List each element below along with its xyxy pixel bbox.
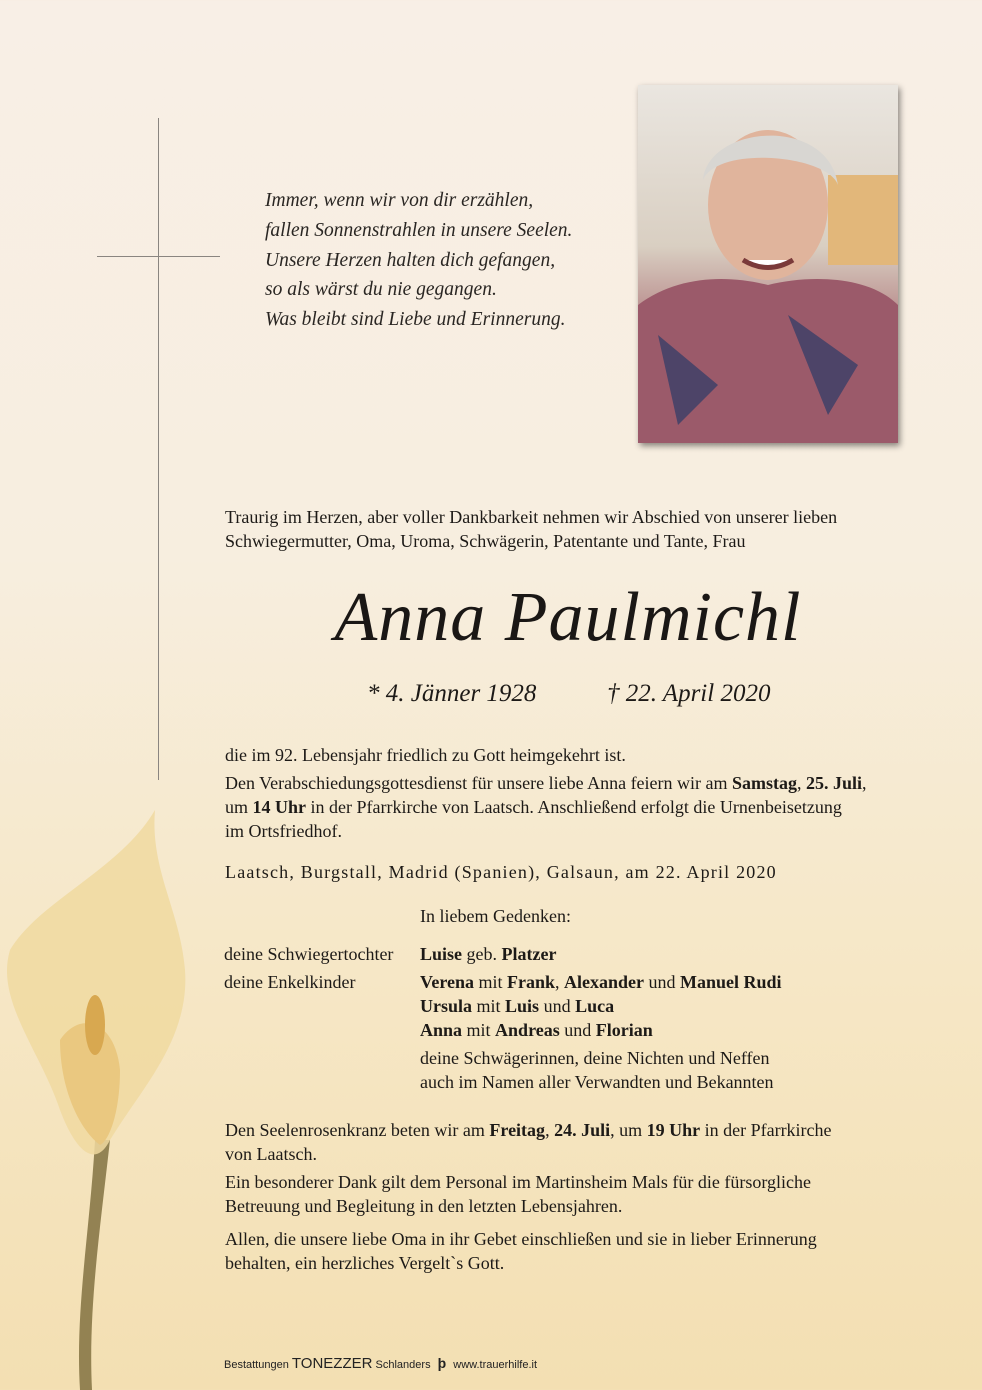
bold-text: Luca bbox=[575, 996, 615, 1016]
poem-line: Was bleibt sind Liebe und Erinnerung. bbox=[265, 309, 566, 331]
bold-text: Luise bbox=[420, 944, 463, 964]
mourner-names bbox=[420, 970, 782, 1042]
text: geb. bbox=[462, 944, 502, 964]
mourners-heading: In liebem Gedenken: bbox=[420, 906, 571, 926]
service-text bbox=[225, 771, 925, 843]
bold-text: Florian bbox=[595, 1020, 653, 1040]
bold-text: 19 Uhr bbox=[646, 1120, 701, 1140]
relatives-line: auch im Namen aller Verwandten und Bekannten bbox=[420, 1072, 774, 1092]
bold-text: Andreas bbox=[495, 1020, 560, 1040]
intro-line: Traurig im Herzen, aber voller Dankbarkeit nehmen wir Abschied von unserer lieben bbox=[225, 507, 838, 527]
relatives-line: deine Schwägerinnen, deine Nichten und Neffen bbox=[420, 1048, 770, 1068]
closing-line: behalten, ein herzliches Vergelt`s Gott. bbox=[225, 1253, 505, 1273]
mourner-names bbox=[420, 942, 556, 966]
relatives-text bbox=[420, 1046, 774, 1094]
bold-text: Freitag bbox=[489, 1120, 546, 1140]
text-line bbox=[225, 771, 925, 795]
footer bbox=[224, 1355, 537, 1372]
footer-url[interactable]: www.trauerhilfe.it bbox=[453, 1359, 538, 1371]
footer-brand: TONEZZER bbox=[291, 1355, 373, 1372]
text: Den Verabschiedungsgottesdienst für unsere liebe Anna feiern wir am bbox=[225, 773, 733, 793]
text: , bbox=[797, 773, 807, 793]
text: , bbox=[862, 773, 867, 793]
bold-text: 25. Juli bbox=[806, 773, 863, 793]
portrait-image bbox=[638, 85, 898, 443]
bold-text: Luis bbox=[505, 996, 540, 1016]
bold-text: Anna bbox=[420, 1020, 463, 1040]
text-line bbox=[225, 1118, 925, 1142]
age-line: die im 92. Lebensjahr friedlich zu Gott heimgekehrt ist. bbox=[225, 745, 626, 765]
mourner-label: deine Schwiegertochter bbox=[224, 944, 394, 964]
text-line bbox=[420, 970, 782, 994]
text-line bbox=[225, 795, 925, 819]
text: in der Pfarrkirche von Laatsch. Anschließend erfolgt die Urnenbeisetzung bbox=[306, 797, 842, 817]
bold-text: Frank bbox=[507, 972, 556, 992]
footer-prefix: Bestattungen bbox=[224, 1359, 289, 1371]
text: mit bbox=[474, 972, 508, 992]
poem-line: so als wärst du nie gegangen. bbox=[265, 279, 497, 301]
text: mit bbox=[472, 996, 506, 1016]
thanks-text bbox=[225, 1170, 925, 1218]
text: im Ortsfriedhof. bbox=[225, 821, 342, 841]
text: Den Seelenrosenkranz beten wir am bbox=[225, 1120, 490, 1140]
text-line bbox=[420, 942, 556, 966]
text: von Laatsch. bbox=[225, 1144, 317, 1164]
text-line bbox=[225, 819, 925, 843]
deceased-name: Anna Paulmichl bbox=[334, 579, 802, 656]
thanks-line: Ein besonderer Dank gilt dem Personal im Martinsheim Mals für die fürsorgliche bbox=[225, 1172, 812, 1192]
poem-line: fallen Sonnenstrahlen in unsere Seelen. bbox=[265, 219, 573, 241]
text: und bbox=[559, 1020, 596, 1040]
text: und bbox=[644, 972, 681, 992]
poem bbox=[265, 186, 572, 335]
text: um bbox=[225, 797, 253, 817]
place-date: Laatsch, Burgstall, Madrid (Spanien), Galsaun, am 22. April 2020 bbox=[225, 862, 777, 882]
cross-horizontal bbox=[97, 256, 220, 257]
trauerhilfe-logo-icon: ϸ bbox=[437, 1355, 447, 1371]
bold-text: 14 Uhr bbox=[252, 797, 307, 817]
text-line bbox=[420, 994, 782, 1018]
bold-text: 24. Juli bbox=[554, 1120, 611, 1140]
thanks-line: Betreuung und Begleitung in den letzten Lebensjahren. bbox=[225, 1196, 623, 1216]
poem-line: Immer, wenn wir von dir erzählen, bbox=[265, 190, 534, 211]
text: , bbox=[555, 972, 565, 992]
text-line bbox=[420, 1018, 782, 1042]
calla-lily-illustration bbox=[0, 810, 200, 1390]
text: , um bbox=[610, 1120, 647, 1140]
portrait-photo bbox=[638, 85, 898, 443]
text: , bbox=[545, 1120, 555, 1140]
birth-date: * 4. Jänner 1928 bbox=[367, 680, 537, 707]
rosary-text bbox=[225, 1118, 925, 1166]
text: und bbox=[539, 996, 576, 1016]
bold-text: Manuel Rudi bbox=[680, 972, 782, 992]
poem-line: Unsere Herzen halten dich gefangen, bbox=[265, 249, 556, 271]
bold-text: Ursula bbox=[420, 996, 473, 1016]
bold-text: Samstag bbox=[732, 773, 798, 793]
text-line bbox=[225, 1142, 925, 1166]
bold-text: Alexander bbox=[564, 972, 645, 992]
bold-text: Verena bbox=[420, 972, 474, 992]
text: mit bbox=[462, 1020, 496, 1040]
intro-line: Schwiegermutter, Oma, Uroma, Schwägerin, Patentante und Tante, Frau bbox=[225, 531, 746, 551]
cross-vertical bbox=[158, 118, 159, 780]
mourner-label: deine Enkelkinder bbox=[224, 972, 356, 992]
text: in der Pfarrkirche bbox=[700, 1120, 832, 1140]
closing-text bbox=[225, 1227, 925, 1275]
intro-text bbox=[225, 505, 837, 553]
death-date: † 22. April 2020 bbox=[607, 680, 771, 707]
footer-town: Schlanders bbox=[375, 1359, 431, 1371]
closing-line: Allen, die unsere liebe Oma in ihr Gebet einschließen und sie in lieber Erinnerung bbox=[225, 1229, 817, 1249]
bold-text: Platzer bbox=[501, 944, 557, 964]
